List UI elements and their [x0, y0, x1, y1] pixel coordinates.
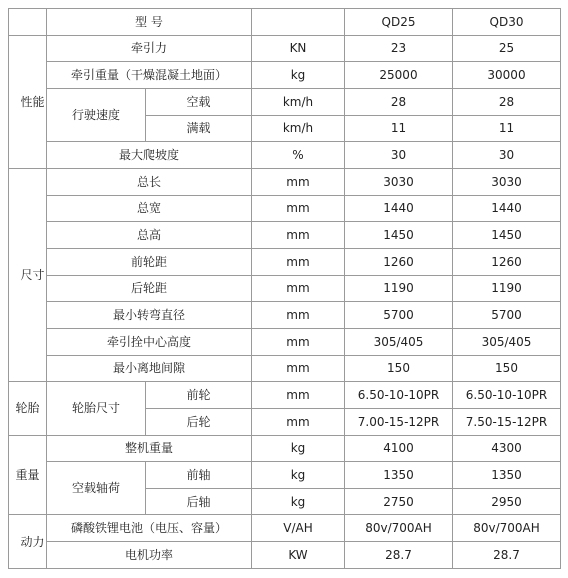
table-row — [9, 462, 561, 489]
table-row — [9, 328, 561, 355]
table-row — [9, 88, 561, 115]
value-qd30: 1260 — [453, 248, 561, 275]
table-row — [9, 382, 561, 409]
row-group-label: 空载轴荷 — [47, 462, 146, 515]
value-qd25: 6.50-10-10PR — [345, 382, 453, 409]
row-sublabel: 前轴 — [146, 462, 252, 489]
row-label: 最大爬坡度 — [47, 142, 252, 169]
table-row — [9, 168, 561, 195]
value-qd30: 28.7 — [453, 542, 561, 569]
value-qd30: 1440 — [453, 195, 561, 222]
row-label: 前轮距 — [47, 248, 252, 275]
value-qd30: 1450 — [453, 222, 561, 249]
row-label: 最小转弯直径 — [47, 302, 252, 329]
section-power: 动力 — [9, 515, 47, 569]
value-qd25: 150 — [345, 355, 453, 382]
table-row — [9, 195, 561, 222]
section-weight: 重量 — [9, 435, 47, 515]
unit-cell: KW — [252, 542, 345, 569]
value-qd30: 25 — [453, 35, 561, 62]
unit-cell: mm — [252, 328, 345, 355]
row-label: 总高 — [47, 222, 252, 249]
value-qd25: 5700 — [345, 302, 453, 329]
value-qd30: 30 — [453, 142, 561, 169]
value-qd30: 5700 — [453, 302, 561, 329]
row-label: 牵引力 — [47, 35, 252, 62]
table-row — [9, 142, 561, 169]
unit-cell: mm — [252, 222, 345, 249]
value-qd25: 1260 — [345, 248, 453, 275]
value-qd25: 80v/700AH — [345, 515, 453, 542]
unit-cell: mm — [252, 382, 345, 409]
unit-cell: mm — [252, 168, 345, 195]
section-tires: 轮胎 — [9, 382, 47, 435]
unit-cell: kg — [252, 62, 345, 89]
row-sublabel: 后轴 — [146, 488, 252, 515]
row-sublabel: 空载 — [146, 88, 252, 115]
value-qd30: 3030 — [453, 168, 561, 195]
value-qd25: 3030 — [345, 168, 453, 195]
value-qd25: 1450 — [345, 222, 453, 249]
value-qd25: 1190 — [345, 275, 453, 302]
unit-cell: kg — [252, 462, 345, 489]
unit-cell: mm — [252, 302, 345, 329]
table-row — [9, 62, 561, 89]
table-row — [9, 222, 561, 249]
row-sublabel: 满载 — [146, 115, 252, 142]
row-label: 牵引拴中心高度 — [47, 328, 252, 355]
row-label: 电机功率 — [47, 542, 252, 569]
table-row — [9, 275, 561, 302]
spec-table — [8, 8, 561, 569]
value-qd25: 305/405 — [345, 328, 453, 355]
value-qd30: 2950 — [453, 488, 561, 515]
table-row — [9, 302, 561, 329]
table-row — [9, 35, 561, 62]
table-row — [9, 515, 561, 542]
header-row — [9, 9, 561, 36]
value-qd30: 7.50-15-12PR — [453, 408, 561, 435]
value-qd30: 80v/700AH — [453, 515, 561, 542]
table-row — [9, 248, 561, 275]
row-label: 总长 — [47, 168, 252, 195]
unit-cell: km/h — [252, 115, 345, 142]
section-dimensions: 尺寸 — [9, 168, 47, 381]
unit-cell: kg — [252, 488, 345, 515]
value-qd30: 1190 — [453, 275, 561, 302]
value-qd25: 1350 — [345, 462, 453, 489]
unit-cell: mm — [252, 248, 345, 275]
value-qd30: 6.50-10-10PR — [453, 382, 561, 409]
value-qd25: 28.7 — [345, 542, 453, 569]
value-qd30: 11 — [453, 115, 561, 142]
row-label: 磷酸铁锂电池（电压、容量） — [47, 515, 252, 542]
value-qd25: 1440 — [345, 195, 453, 222]
model-qd25-header: QD25 — [345, 9, 453, 36]
row-label: 后轮距 — [47, 275, 252, 302]
unit-cell: kg — [252, 435, 345, 462]
section-performance: 性能 — [9, 35, 47, 168]
value-qd25: 7.00-15-12PR — [345, 408, 453, 435]
unit-cell: V/AH — [252, 515, 345, 542]
value-qd25: 30 — [345, 142, 453, 169]
value-qd30: 305/405 — [453, 328, 561, 355]
value-qd25: 11 — [345, 115, 453, 142]
row-group-label: 轮胎尺寸 — [47, 382, 146, 435]
model-qd30-header: QD30 — [453, 9, 561, 36]
table-row — [9, 542, 561, 569]
value-qd25: 25000 — [345, 62, 453, 89]
value-qd30: 30000 — [453, 62, 561, 89]
value-qd25: 23 — [345, 35, 453, 62]
unit-cell: mm — [252, 355, 345, 382]
row-label: 整机重量 — [47, 435, 252, 462]
unit-header — [252, 9, 345, 36]
row-label: 牵引重量（干燥混凝土地面） — [47, 62, 252, 89]
row-sublabel: 前轮 — [146, 382, 252, 409]
table-row — [9, 435, 561, 462]
unit-cell: mm — [252, 195, 345, 222]
row-sublabel: 后轮 — [146, 408, 252, 435]
value-qd30: 4300 — [453, 435, 561, 462]
unit-cell: km/h — [252, 88, 345, 115]
value-qd25: 4100 — [345, 435, 453, 462]
unit-cell: KN — [252, 35, 345, 62]
value-qd25: 28 — [345, 88, 453, 115]
row-label: 总宽 — [47, 195, 252, 222]
row-group-label: 行驶速度 — [47, 88, 146, 141]
value-qd30: 1350 — [453, 462, 561, 489]
unit-cell: mm — [252, 408, 345, 435]
value-qd30: 28 — [453, 88, 561, 115]
value-qd25: 2750 — [345, 488, 453, 515]
model-label: 型 号 — [47, 9, 252, 36]
unit-cell: mm — [252, 275, 345, 302]
row-label: 最小离地间隙 — [47, 355, 252, 382]
table-row — [9, 355, 561, 382]
value-qd30: 150 — [453, 355, 561, 382]
header-corner — [9, 9, 47, 36]
unit-cell: % — [252, 142, 345, 169]
